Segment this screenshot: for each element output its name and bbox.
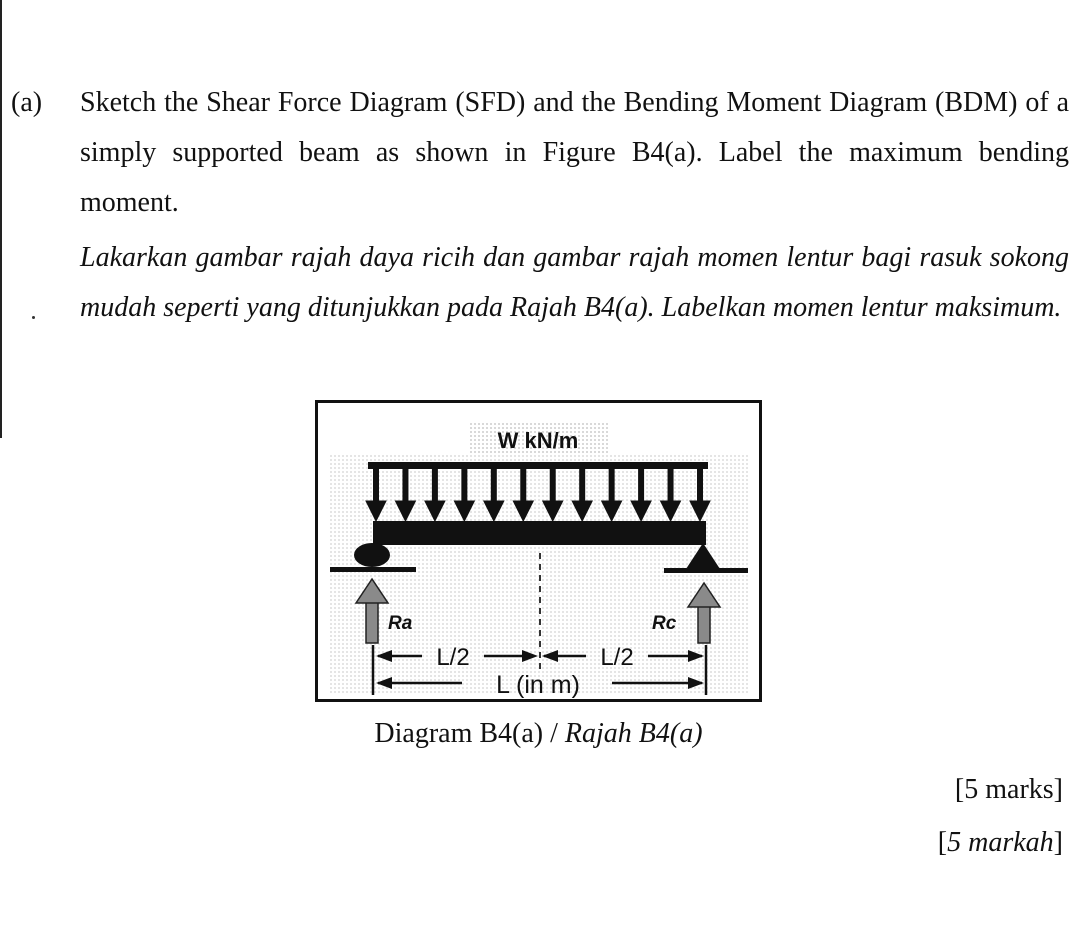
udl-arrow-shaft [668,467,673,505]
figure-caption [315,714,762,754]
load-label: W kN/m [497,428,579,453]
roller-support-icon [354,543,390,567]
reaction-left-label: Ra [388,613,413,634]
udl-arrow-shaft [491,467,496,505]
udl-top-bar [368,462,708,469]
marks-malay-close: ] [1053,827,1063,858]
page-margin-line [0,0,2,438]
udl-arrow-shaft [521,467,526,505]
question-text-malay: Lakarkan gambar rajah daya ricih dan gambar rajah momen lentur bagi rasuk sokong mudah seperti yang ditunjukkan pada Rajah B4(a). Labelkan momen lentur maksimum. [80,242,1069,323]
marks-malay-number: 5 [947,827,962,858]
question-text [80,78,1069,333]
span-label: L (in m) [496,671,580,699]
right-ground-line [664,568,748,573]
udl-arrow-shaft [698,467,703,505]
marks-malay-open: [ [937,827,948,858]
udl-arrow-shaft [462,467,467,505]
question-label: (a) [11,87,43,118]
udl-arrow-shaft [403,467,408,505]
udl-arrow-shaft [609,467,614,505]
question-text-english: Sketch the Shear Force Diagram (SFD) and the Bending Moment Diagram (BDM) of a simply supported beam as shown in Figure B4(a). Label the maximum bending moment. [80,87,1069,218]
caption-malay: Rajah B4(a) [564,718,703,749]
marks-english: [5 marks] [954,774,1063,805]
beam-figure [315,400,762,702]
stray-mark [32,316,35,319]
half-span-right-label: L/2 [600,644,634,671]
marks-malay-word: markah [961,827,1054,858]
reaction-right-label: Rc [652,613,677,634]
left-ground-line [330,567,416,572]
beam-diagram [318,403,759,699]
udl-arrow-shaft [374,467,379,505]
udl-arrow-shaft [432,467,437,505]
caption-english: Diagram B4(a) / [374,718,565,749]
udl-arrow-shaft [550,467,555,505]
half-span-left-label: L/2 [436,644,470,671]
beam [373,521,706,545]
udl-arrow-shaft [639,467,644,505]
udl-arrow-shaft [580,467,585,505]
marks-malay [938,823,1063,863]
